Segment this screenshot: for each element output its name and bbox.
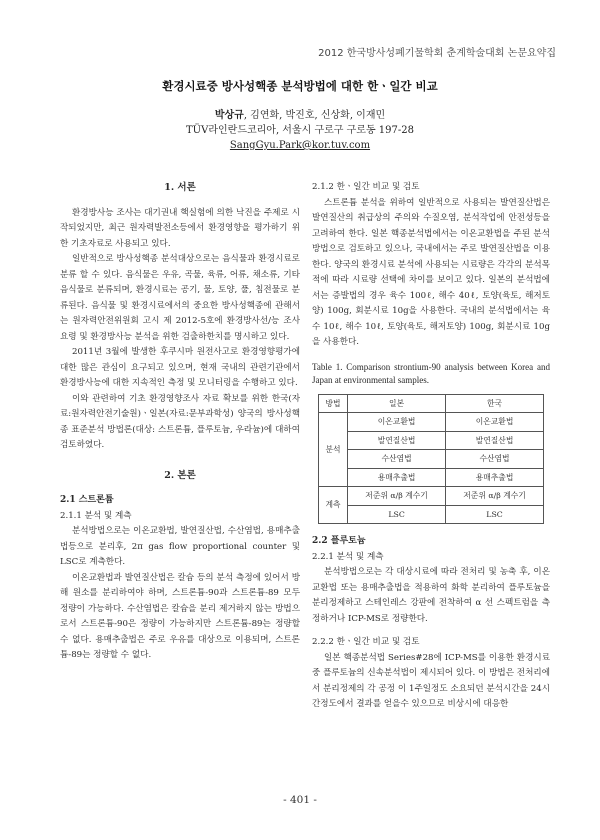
table-cell: 용매추출법: [348, 468, 446, 487]
heading-2-1-2: 2.1.2 한ㆍ일간 비교 및 검토: [312, 182, 420, 192]
body-paragraph-5: 분석방법으로는 이온교환법, 발연질산법, 수산염법, 용매추출법등으로 분리후, 2π gas flow proportional counter 및 LSC로 계측한다.: [60, 526, 300, 567]
body-paragraph-r3: 일본 핵종분석법 Series#28에 ICP-MS를 이용한 환경시료중 플루토늄의 신속분석법이 제시되어 있다. 이 방법은 전처리에서 분리정제의 각 공정 이 1주일정도 소요되던 분석시간을 24시간정도에서 결과를 얻을수 있으므로 비상시에 대응한: [312, 652, 550, 709]
intro-paragraph-4: 이와 관련하여 기초 환경영향조사 자료 확보를 위한 한국(자료:원자력안전기술원)ㆍ일본(자료:문부과학성) 양국의 방사성핵종 표준분석 방법론(대상: 스트론튬, 플루토늄, 우라늄)에 대하여 검토하였다.: [60, 393, 300, 450]
heading-2-2: 2.2 플루토늄: [312, 536, 366, 546]
heading-2-1-1: 2.1.1 분석 및 계측: [60, 510, 132, 521]
page-number: - 401 -: [283, 794, 317, 806]
paper-title: 환경시료중 방사성핵종 분석방법에 대한 한ㆍ일간 비교: [162, 79, 438, 93]
heading-2-2-1: 2.2.1 분석 및 계측: [312, 551, 384, 562]
table-cell: 이온교환법: [348, 413, 446, 432]
co-authors: , 김연화, 박진호, 신상화, 이재민: [243, 110, 386, 121]
table-row: [319, 468, 544, 487]
table-cell: 수산염법: [446, 450, 544, 469]
intro-paragraph-3: 2011년 3월에 발생한 후쿠시마 원전사고로 환경영향평가에 대한 많은 관심이 요구되고 있으며, 현재 국내의 관련기관에서 환경방사능에 대한 지속적인 측정 및 모니터링을 수행하고 있다.: [60, 347, 300, 388]
table-header-japan: 일본: [348, 394, 446, 413]
running-header: 2012 한국방사성폐기물학회 춘계학술대회 논문요약집: [318, 48, 556, 59]
table-cell: 저준위 α/β 계수기: [446, 487, 544, 506]
right-column: [312, 180, 550, 713]
table-cell: 이온교환법: [446, 413, 544, 432]
author-block: [0, 108, 600, 153]
lead-author: 박상규: [214, 110, 244, 121]
section-1-title: 1. 서론: [164, 182, 196, 193]
table-cell: 용매추출법: [446, 468, 544, 487]
table-1: [318, 394, 544, 525]
table-header-korea: 한국: [446, 394, 544, 413]
section-2-title: 2. 본론: [164, 469, 196, 481]
body-paragraph-6: 이온교환법과 발연질산법은 칼슘 등의 분석 측정에 있어서 방해 원소를 분리하여야 하며, 스트론튬-90과 스트론튬-89 모두 정량이 가능하다. 수산염법은 칼슘을 분리 제거하지 않는 방법으로서 스트론튬-90은 정량이 가능하지만 스트론튬-89는 정량할 수 없다. 용매추출법은 주로 우유를 대상으로 이용되며, 스트론튬-89는 정량할 수 없다.: [60, 572, 300, 660]
author-names: [0, 108, 600, 123]
table-row: [319, 487, 544, 506]
body-paragraph-r1: 스트론튬 분석을 위하여 일반적으로 사용되는 발연질산법은 발연질산의 취급상의 주의와 수질오염, 분석작업에 안전성등을 고려하여 한다. 일본 핵종분석법에서는 이온교환법을 주된 분석방법으로 검토하고 있으나, 국내에서는 주로 발연질산법을 이용한다. 양국의 환경시료 분석에 사용되는 시료량은 각각의 분석목적에 따라 시료량 선택에 차이를 보이고 있다. 일본의 분석법에서는 증발법의 경우 육수 100ℓ, 해수 40ℓ, 토양(육토, 해저토양) 100g, 회분시료 10g을 사용한다. 국내의 분석법에서는 육수 10ℓ, 해수 10ℓ, 토양(육토, 해저토양) 100g, 회분시료 10g을 사용한다.: [312, 197, 550, 347]
heading-2-1: 2.1 스트론튬: [60, 495, 114, 505]
heading-2-2-2: 2.2.2 한ㆍ일간 비교 및 검토: [312, 637, 420, 647]
table-cell-counting-label: 계측: [319, 487, 348, 524]
table-cell: 발연질산법: [348, 431, 446, 450]
table-cell: LSC: [446, 505, 544, 524]
table-cell: 저준위 α/β 계수기: [348, 487, 446, 506]
left-column: [60, 180, 300, 664]
table-cell: 수산염법: [348, 450, 446, 469]
table-row: [319, 450, 544, 469]
intro-paragraph-1: 환경방사능 조사는 대기권내 핵실험에 의한 낙진을 주제로 시작되었지만, 최근 원자력발전소등에서 환경영향을 평가하기 위한 기초자료로 사용되고 있다.: [60, 207, 300, 249]
table-row: [319, 394, 544, 413]
author-email[interactable]: SangGyu.Park@kor.tuv.com: [229, 140, 371, 151]
body-paragraph-r2: 분석방법으로는 각 대상시료에 따라 전처리 및 농축 후, 이온교환법 또는 용매추출법을 적용하여 화학 분리하여 플루토늄을 분리정제하고 스테인레스 강판에 전착하여 α 선 스펙트럼을 측정하거나 ICP-MS로 정량한다.: [312, 567, 550, 624]
table-cell: LSC: [348, 505, 446, 524]
affiliation: TÜV라인란드코리아, 서울시 구로구 구로동 197-28: [186, 125, 414, 136]
table-cell-analysis-label: 분석: [319, 413, 348, 487]
table-1-caption: Table 1. Comparison strontium-90 analysis between Korea and Japan at environmental samples.: [312, 361, 550, 385]
table-row: [319, 413, 544, 432]
table-header-method: 방법: [319, 394, 348, 413]
table-row: [319, 431, 544, 450]
table-cell: 발연질산법: [446, 431, 544, 450]
table-row: [319, 505, 544, 524]
intro-paragraph-2: 일반적으로 방사성핵종 분석대상으로는 음식물과 환경시료로 분류 할 수 있다. 음식물은 우유, 곡물, 육류, 어류, 채소류, 기타 음식물로 분류되며, 환경시료는 공기, 물, 토양, 풀, 침전물로 분류된다. 음식물 및 환경시료에서의 중요한 방사성핵종에 관해서는 원자력안전위원회 고시 제 2012-5호에 환경방사선/능 조사요령 및 환경방사능 분석을 위한 검출하한치를 명시하고 있다.: [60, 254, 300, 342]
